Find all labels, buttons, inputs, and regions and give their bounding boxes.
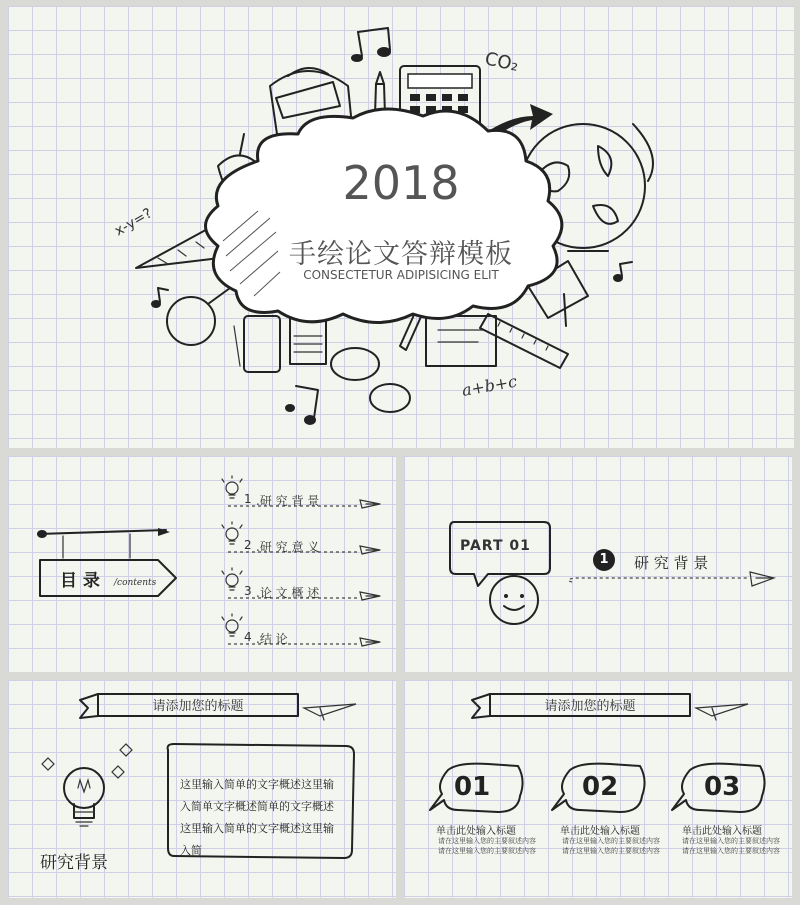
toc-item-label: .研 究 背 景 [256, 494, 320, 508]
number-card[interactable] [550, 760, 670, 870]
card-title: 单击此处输入标题 [436, 826, 516, 837]
bulb-label: 研究背景 [40, 853, 108, 873]
toc-item[interactable] [220, 614, 385, 650]
toc-item[interactable] [220, 568, 385, 604]
card-desc: 请在这里输入您的主要叙述内容 [562, 847, 660, 855]
abc-doodle: a+b+c [460, 371, 519, 400]
doodle-illustration [8, 6, 794, 448]
sparkle-icon [112, 766, 124, 778]
music-note-icon [151, 288, 168, 308]
title-cloud [206, 109, 562, 323]
toc-item-number: 2 [244, 538, 252, 552]
content-slide-numbers[interactable] [404, 680, 792, 898]
slide-year: 2018 [342, 156, 460, 210]
smiley-icon [490, 576, 538, 624]
contents-slide[interactable] [8, 456, 396, 672]
title-slide[interactable] [8, 6, 794, 448]
card-desc: 请在这里输入您的主要叙述内容 [438, 837, 536, 845]
toc-item[interactable] [220, 522, 385, 558]
music-note-icon [613, 262, 632, 282]
content-slide-text[interactable] [8, 680, 396, 898]
music-note-icon [351, 28, 391, 62]
toc-item-label: .研 究 意 义 [256, 540, 320, 554]
contents-heading: 目 录 [60, 571, 100, 591]
card-desc: 请在这里输入您的主要叙述内容 [682, 837, 780, 845]
contents-subheading: /contents [114, 578, 157, 588]
number-card[interactable] [428, 760, 548, 870]
slide-title: 手绘论文答辩模板 [289, 239, 513, 270]
toc-item-label: .结 论 [256, 632, 288, 646]
eraser-icon [331, 348, 379, 380]
toc-item-label: .论 文 概 述 [256, 586, 320, 600]
magnifier-icon [167, 288, 230, 345]
notebook-icon [290, 318, 326, 364]
ribbon-title: 请添加您的标题 [544, 699, 636, 714]
card-number: 01 [454, 772, 491, 802]
sparkle-icon [120, 744, 132, 756]
card-desc: 请在这里输入您的主要叙述内容 [438, 847, 536, 855]
lightbulb-icon [64, 768, 104, 826]
part-badge: PART 01 [460, 538, 531, 554]
music-note-icon [285, 386, 318, 425]
ruler-icon [480, 314, 568, 368]
book-icon [426, 316, 496, 366]
equation-doodle: x-y=? [112, 205, 156, 240]
body-text: 这里输入简单的文字概述这里输 入简单文字概述简单的文字概述 这里输入简单的文字概述这里输 入简 [180, 778, 334, 857]
card-title: 单击此处输入标题 [682, 826, 762, 837]
slide-subtitle: CONSECTETUR ADIPISICING ELIT [303, 268, 499, 282]
toc-item-number: 4 [244, 630, 252, 644]
toc-item[interactable] [220, 476, 385, 512]
card-desc: 请在这里输入您的主要叙述内容 [562, 837, 660, 845]
section-slide[interactable] [404, 456, 792, 672]
section-number: 1 [599, 552, 609, 567]
eraser-icon [370, 384, 410, 412]
number-card[interactable] [670, 760, 790, 870]
toc-item-number: 1 [244, 492, 252, 506]
co2-doodle: CO₂ [482, 48, 521, 76]
ribbon-title: 请添加您的标题 [152, 699, 244, 714]
sparkle-icon [42, 758, 54, 770]
section-title: 研 究 背 景 [634, 554, 709, 572]
phone-icon [234, 316, 280, 372]
card-title: 单击此处输入标题 [560, 826, 640, 837]
card-number: 02 [582, 772, 619, 802]
toc-item-number: 3 [244, 584, 252, 598]
card-desc: 请在这里输入您的主要叙述内容 [682, 847, 780, 855]
card-number: 03 [704, 772, 741, 802]
